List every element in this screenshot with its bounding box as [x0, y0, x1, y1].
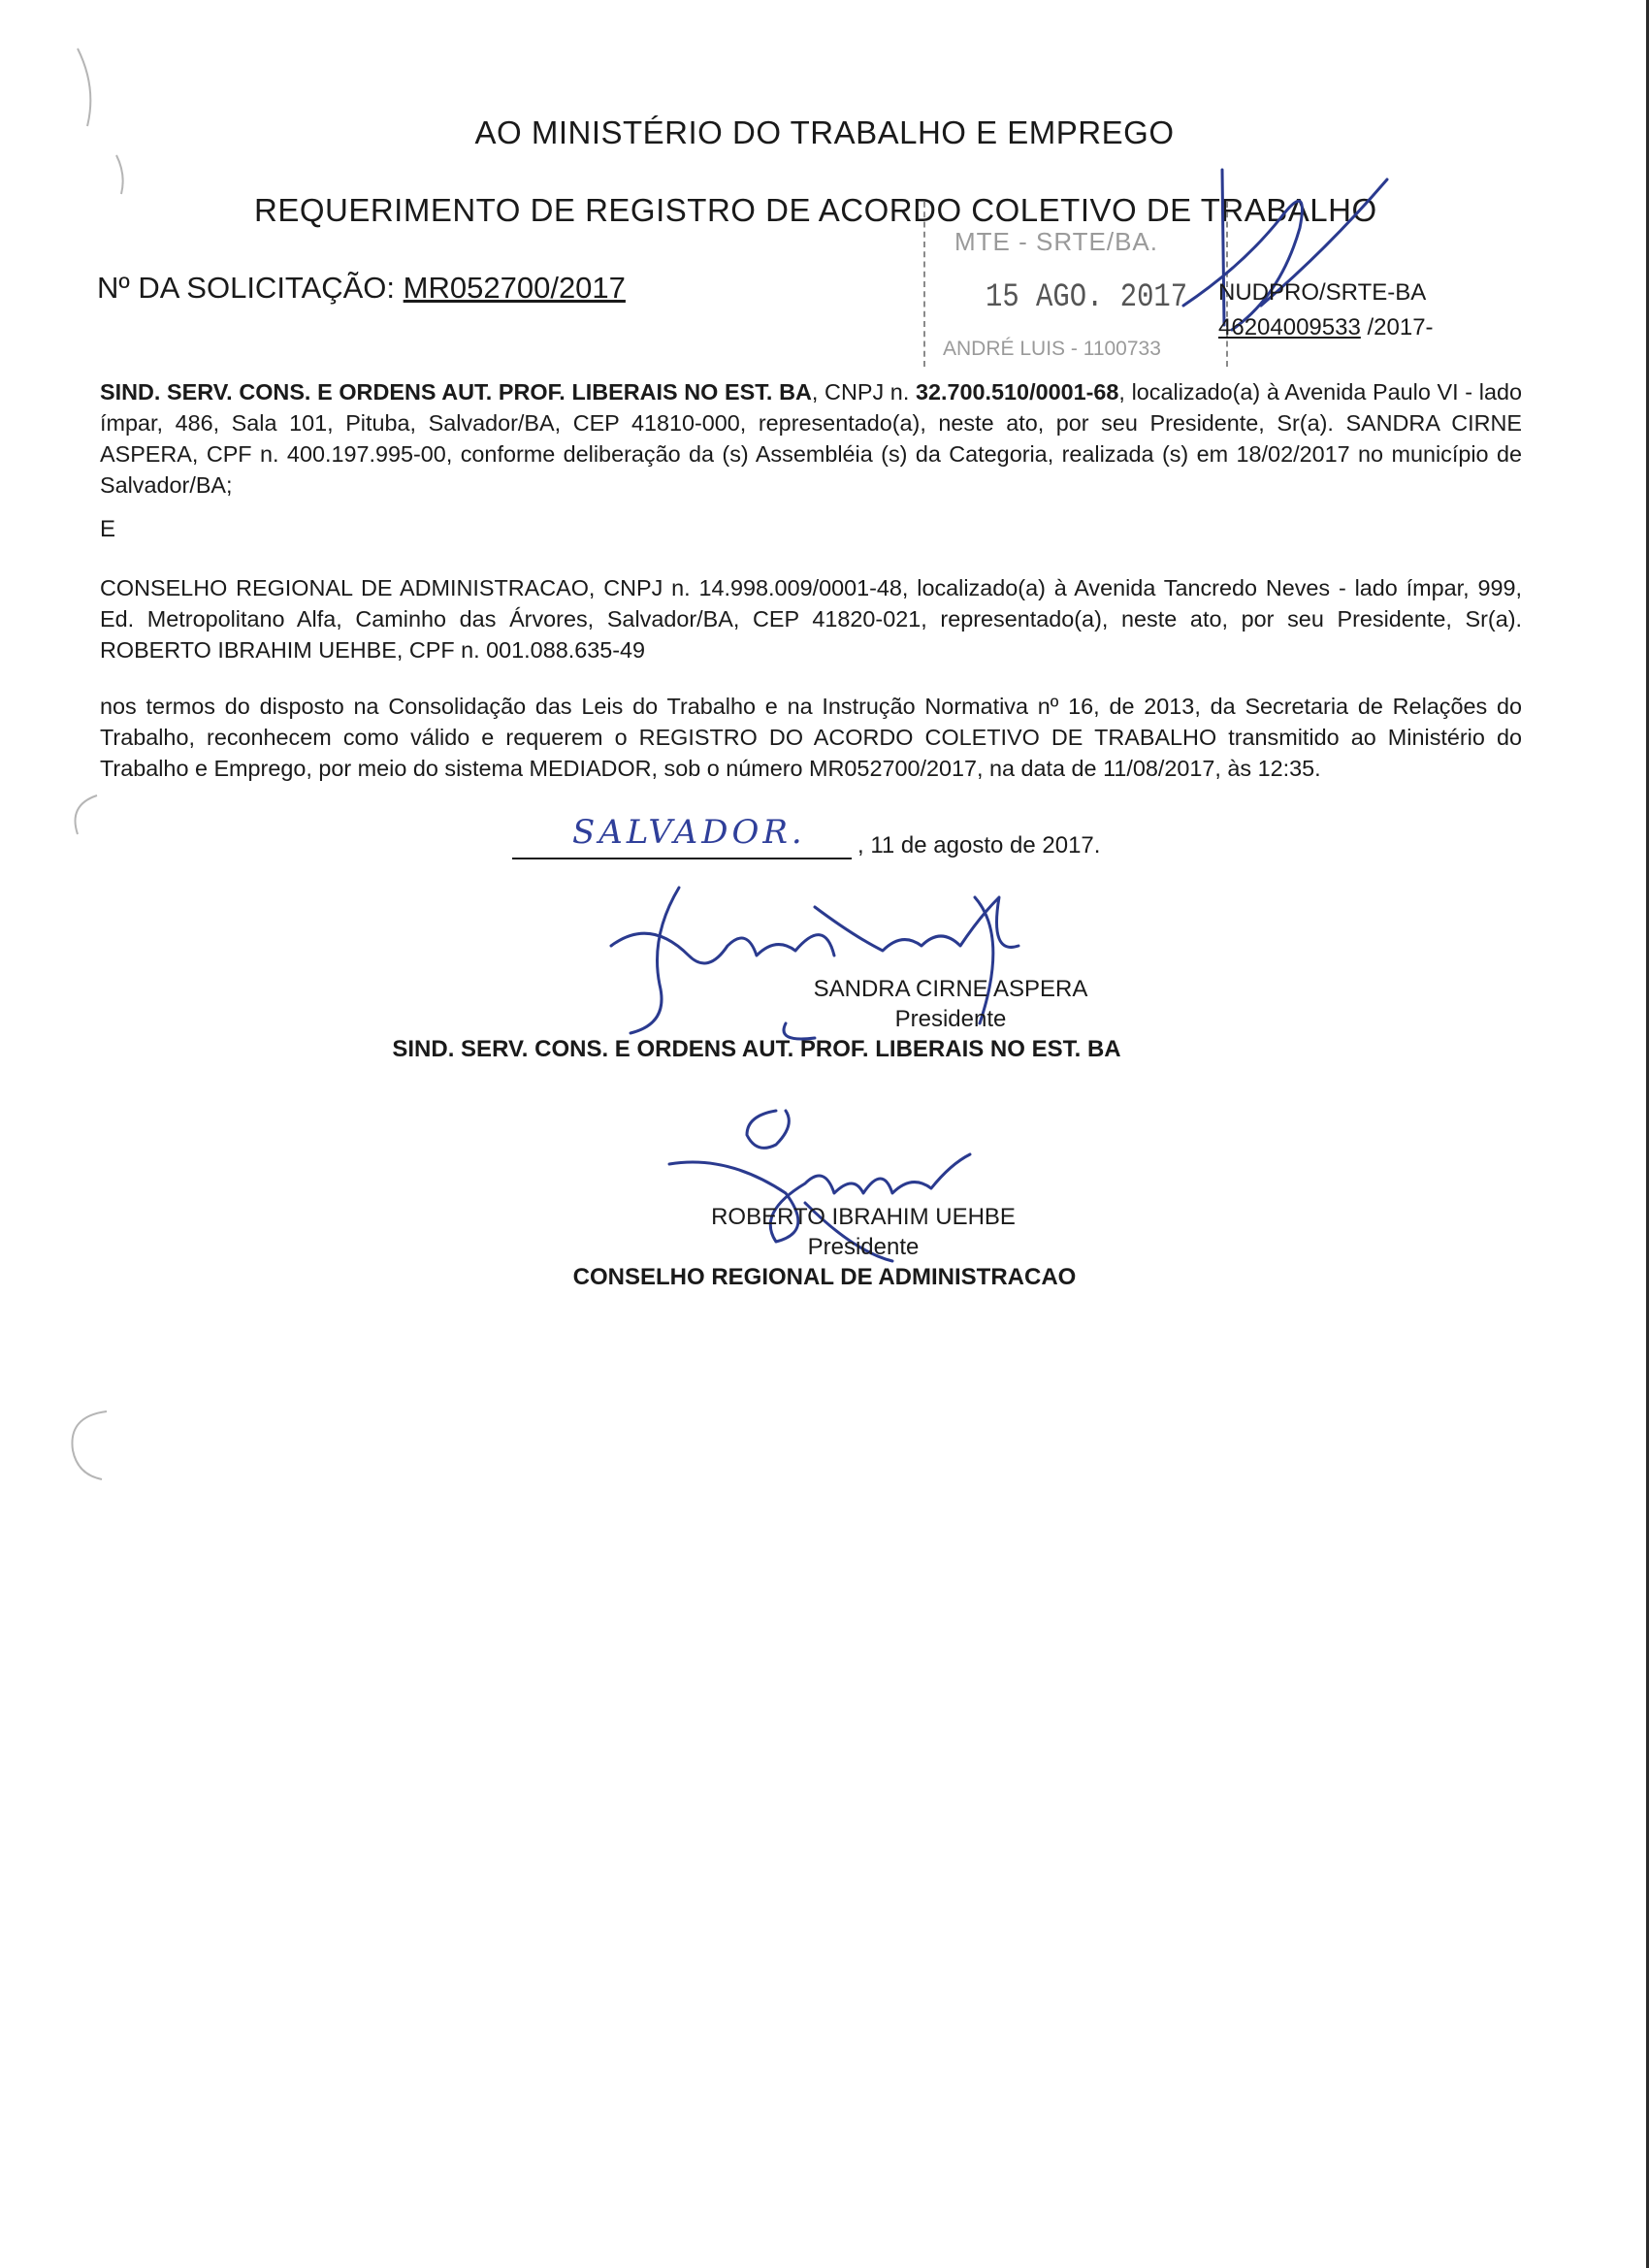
- protocol-number-line: [1218, 310, 1434, 345]
- document-subtitle: REQUERIMENTO DE REGISTRO DE ACORDO COLETIVO DE TRABALHO: [254, 192, 1377, 228]
- handwritten-place: SALVADOR.: [572, 813, 806, 852]
- request-label: Nº DA SOLICITAÇÃO:: [97, 271, 396, 305]
- signatory1-organization: SIND. SERV. CONS. E ORDENS AUT. PROF. LIBERAIS NO EST. BA: [392, 1036, 1121, 1062]
- signatory1-name: SANDRA CIRNE ASPERA: [813, 976, 1088, 1002]
- signing-date: , 11 de agosto de 2017.: [857, 832, 1101, 859]
- signatory2-organization: CONSELHO REGIONAL DE ADMINISTRACAO: [572, 1264, 1077, 1290]
- protocol-suffix: /2017-: [1367, 314, 1434, 340]
- request-number-line: [97, 271, 626, 306]
- scan-mark-left-2: [63, 1407, 121, 1484]
- document-title: AO MINISTÉRIO DO TRABALHO E EMPREGO: [474, 114, 1175, 150]
- stamp-date: 15 AGO. 2017: [986, 279, 1188, 316]
- party1-name: SIND. SERV. CONS. E ORDENS AUT. PROF. LIBERAIS NO EST. BA: [100, 379, 812, 405]
- stamp-receiver: ANDRÉ LUIS - 1100733: [943, 338, 1161, 360]
- party1-cnpj: 32.700.510/0001-68: [916, 379, 1119, 405]
- request-number: MR052700/2017: [403, 271, 626, 305]
- party1-details: , localizado(a) à Avenida Paulo VI - lado ímpar, 486, Sala 101, Pituba, Salvador/BA, CEP 41810-000, representado(a), neste ato, por seu Presidente, Sr(a). SANDRA CIRNE ASPERA, CPF n. 400.197.995-00, conforme deliberação da (s) Assembléia (s) da Categoria, realizada (s) em 18/02/2017 no município de Salvador/BA;: [100, 379, 1522, 498]
- stamp-agency: MTE - SRTE/BA.: [954, 227, 1158, 256]
- party2-paragraph: CONSELHO REGIONAL DE ADMINISTRACAO, CNPJ n. 14.998.009/0001-48, localizado(a) à Avenida Tancredo Neves - lado ímpar, 999, Ed. Metropolitano Alfa, Caminho das Árvores, Salvador/BA, CEP 41820-021, representado(a), neste ato, por seu Presidente, Sr(a). ROBERTO IBRAHIM UEHBE, CPF n. 001.088.635-49: [100, 575, 1522, 663]
- signatory2-name: ROBERTO IBRAHIM UEHBE: [711, 1204, 1016, 1230]
- body-paragraph: nos termos do disposto na Consolidação das Leis do Trabalho e na Instrução Normativa nº 16, de 2013, da Secretaria de Relações do Trabalho, reconhecem como válido e requerem o REGISTRO DO ACORDO COLETIVO DE TRABALHO transmitido ao Ministério do Trabalho e Emprego, por meio do sistema MEDIADOR, sob o número MR052700/2017, na data de 11/08/2017, às 12:35.: [100, 694, 1522, 781]
- signatory2-role: Presidente: [807, 1234, 920, 1260]
- party1-cnpj-prefix: , CNPJ n.: [811, 379, 916, 405]
- scan-mark-left-1: [58, 786, 116, 844]
- party1-paragraph: [100, 376, 1522, 501]
- protocol-box: [1218, 275, 1434, 345]
- conjunction: E: [100, 516, 116, 542]
- signatory1-role: Presidente: [894, 1006, 1007, 1032]
- protocol-number: 46204009533: [1218, 314, 1361, 340]
- protocol-office: NUDPRO/SRTE-BA: [1218, 279, 1427, 306]
